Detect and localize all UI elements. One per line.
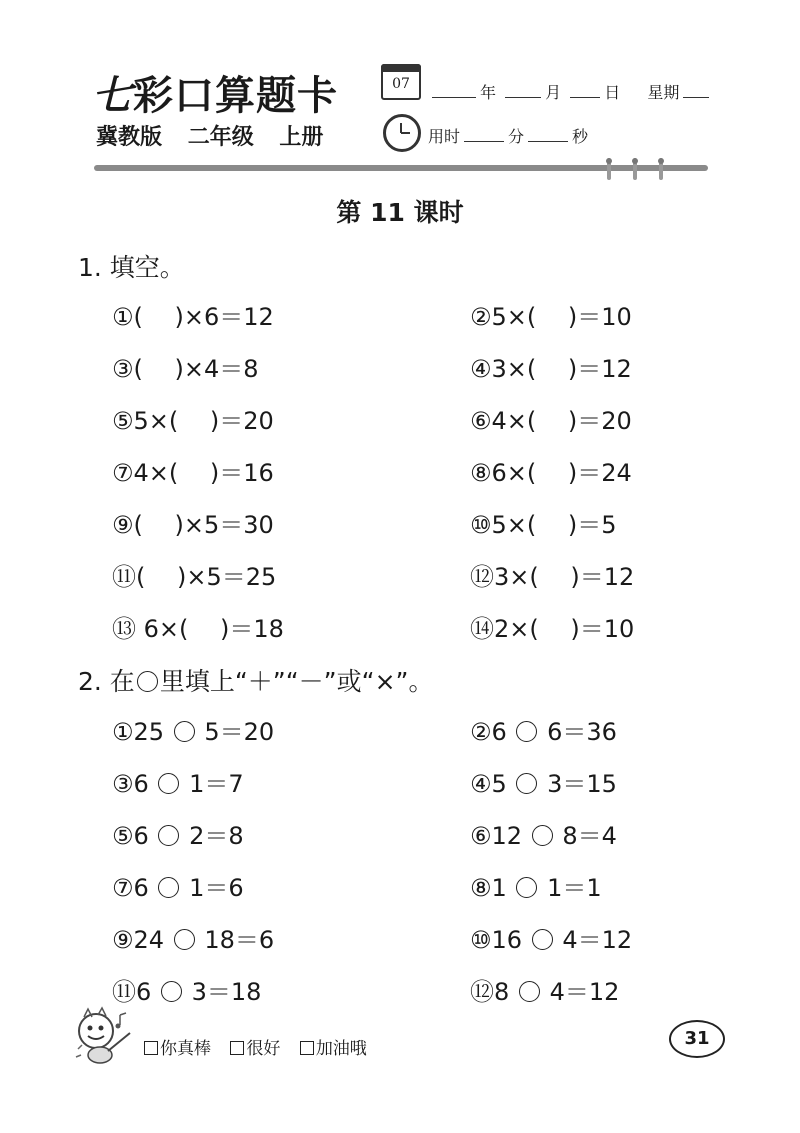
volume: 上册	[279, 125, 324, 150]
problem-1-11[interactable]: ⑪( )×5＝25	[112, 563, 277, 591]
rating-try[interactable]: 加油哦	[300, 1039, 367, 1059]
edition: 冀教版	[96, 125, 163, 150]
brand-title-qi: 七	[92, 73, 133, 119]
problem-2-8: ⑧1 1＝1	[470, 874, 602, 902]
clock-icon	[383, 114, 421, 152]
section2-title-prefix: 2. 在	[78, 667, 135, 696]
problem-1-7[interactable]: ⑦4×( )＝16	[112, 459, 274, 487]
operator-circle[interactable]	[161, 981, 182, 1002]
rating-great[interactable]: 你真棒	[144, 1039, 211, 1059]
checkbox-icon	[300, 1041, 314, 1055]
problem-1-8[interactable]: ⑧6×( )＝24	[470, 459, 632, 487]
minutes-label: 分	[508, 127, 525, 146]
operator-circle[interactable]	[174, 929, 195, 950]
month-label: 月	[545, 83, 562, 102]
day-label: 日	[604, 83, 621, 102]
section2-title-suffix: 里填上“＋”“－”或“×”。	[159, 667, 434, 696]
problem-1-14[interactable]: ⑭2×( )＝10	[470, 615, 635, 643]
problem-2-12: ⑫8 4＝12	[470, 978, 620, 1006]
problem-1-4[interactable]: ④3×( )＝12	[470, 355, 632, 383]
problem-1-5[interactable]: ⑤5×( )＝20	[112, 407, 274, 435]
section1-title: 1. 填空。	[78, 253, 185, 282]
problem-2-2: ②6 6＝36	[470, 718, 617, 746]
header-divider	[94, 165, 708, 171]
calendar-day: 07	[392, 76, 410, 92]
edition-line	[96, 120, 341, 151]
problem-1-2[interactable]: ②5×( )＝10	[470, 303, 632, 331]
operator-circle[interactable]	[158, 825, 179, 846]
problem-1-12[interactable]: ⑫3×( )＝12	[470, 563, 635, 591]
operator-circle[interactable]	[519, 981, 540, 1002]
operator-circle[interactable]	[158, 877, 179, 898]
operator-circle[interactable]	[174, 721, 195, 742]
calendar-icon	[381, 64, 421, 100]
checkbox-icon	[230, 1041, 244, 1055]
grade: 二年级	[187, 125, 254, 150]
problem-2-5: ⑤6 2＝8	[112, 822, 244, 850]
problem-1-10[interactable]: ⑩5×( )＝5	[470, 511, 617, 539]
problem-2-3: ③6 1＝7	[112, 770, 244, 798]
binder-ring-icon	[606, 158, 612, 180]
minutes-blank[interactable]	[464, 140, 504, 142]
problem-2-4: ④5 3＝15	[470, 770, 617, 798]
year-label: 年	[480, 83, 497, 102]
problem-1-9[interactable]: ⑨( )×5＝30	[112, 511, 274, 539]
problem-2-6: ⑥12 8＝4	[470, 822, 617, 850]
problem-2-9: ⑨24 18＝6	[112, 926, 275, 954]
problem-2-1: ①25 5＝20	[112, 718, 275, 746]
problem-2-11: ⑪6 3＝18	[112, 978, 262, 1006]
seconds-label: 秒	[572, 127, 589, 146]
time-label: 用时	[428, 127, 461, 146]
brand-title-rest: 彩口算题卡	[133, 73, 338, 119]
page-number: 31	[669, 1020, 725, 1058]
mascot-guitar-icon	[68, 1005, 138, 1069]
date-line	[428, 80, 713, 103]
operator-circle[interactable]	[532, 825, 553, 846]
weekday-blank[interactable]	[683, 96, 709, 98]
problem-1-6[interactable]: ⑥4×( )＝20	[470, 407, 632, 435]
problem-1-3[interactable]: ③( )×4＝8	[112, 355, 259, 383]
month-blank[interactable]	[505, 96, 541, 98]
operator-circle[interactable]	[158, 773, 179, 794]
time-line	[428, 124, 588, 147]
self-rating	[144, 1034, 381, 1059]
circle-blank-icon	[137, 671, 158, 692]
checkbox-icon	[144, 1041, 158, 1055]
binder-ring-icon	[632, 158, 638, 180]
rating-good[interactable]: 很好	[230, 1039, 280, 1059]
weekday-label: 星期	[647, 83, 680, 102]
brand-title	[92, 64, 338, 121]
binder-ring-icon	[658, 158, 664, 180]
problem-1-13[interactable]: ⑬ 6×( )＝18	[112, 615, 284, 643]
problem-2-10: ⑩16 4＝12	[470, 926, 633, 954]
operator-circle[interactable]	[516, 877, 537, 898]
lesson-title: 第 11 课时	[336, 198, 464, 227]
day-blank[interactable]	[570, 96, 600, 98]
operator-circle[interactable]	[532, 929, 553, 950]
problem-1-1[interactable]: ①( )×6＝12	[112, 303, 274, 331]
operator-circle[interactable]	[516, 721, 537, 742]
year-blank[interactable]	[432, 96, 476, 98]
operator-circle[interactable]	[516, 773, 537, 794]
section2-title	[78, 662, 433, 698]
seconds-blank[interactable]	[528, 140, 568, 142]
problem-2-7: ⑦6 1＝6	[112, 874, 244, 902]
